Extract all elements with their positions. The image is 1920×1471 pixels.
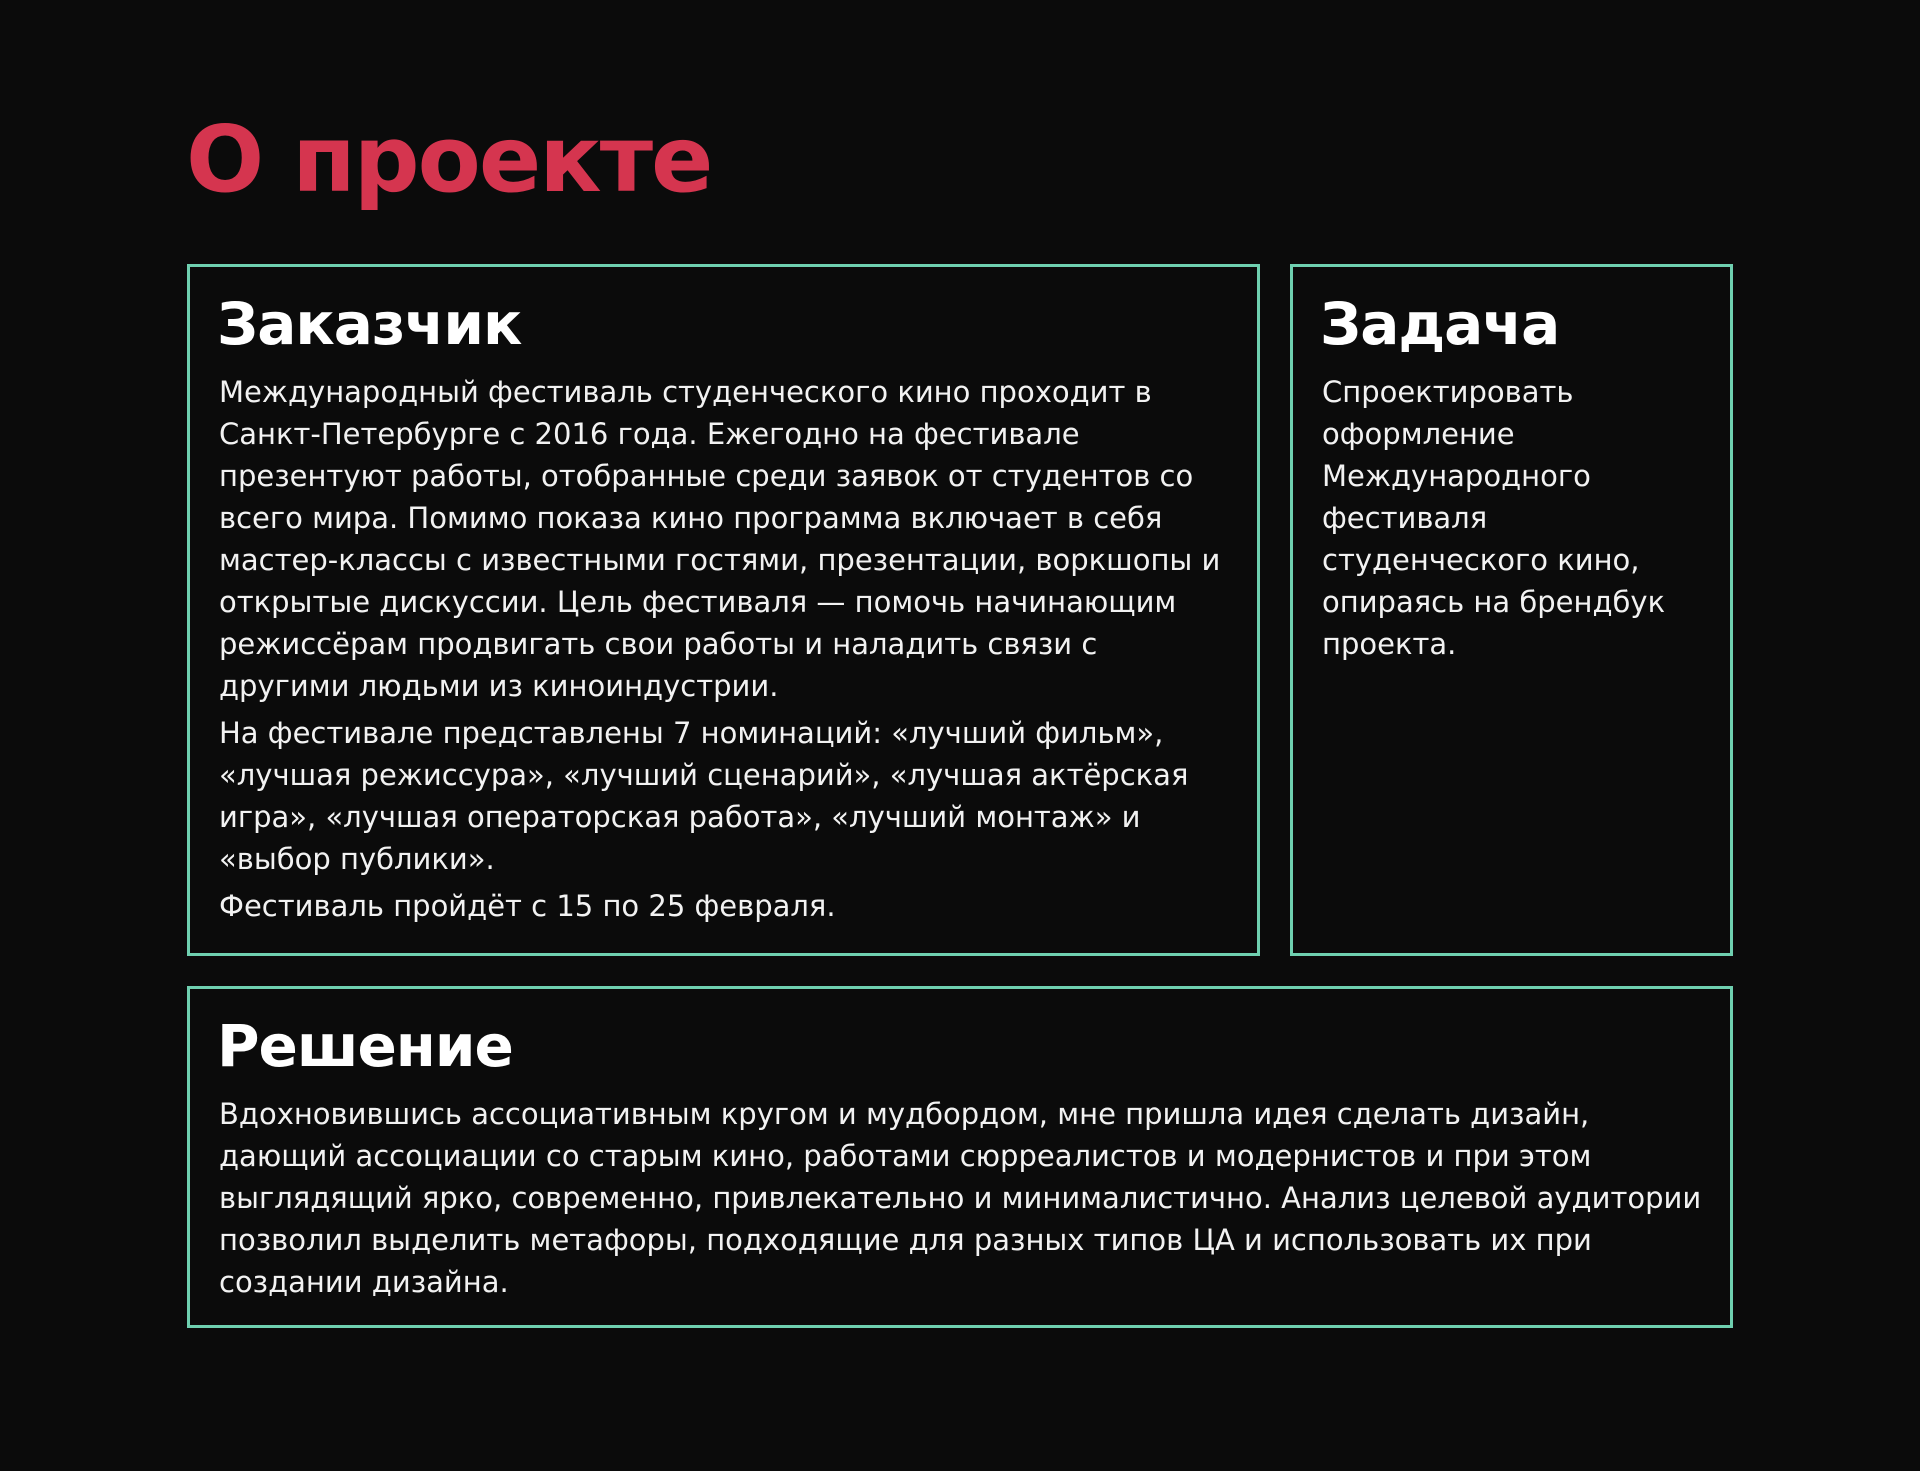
task-card bbox=[1290, 264, 1733, 956]
client-card bbox=[187, 264, 1260, 956]
solution-heading: Решение bbox=[217, 1012, 513, 1080]
client-paragraph: На фестивале представлены 7 номинаций: «лучший фильм», «лучшая режиссура», «лучший сценарий», «лучшая актёрская игра», «лучшая операторская работа», «лучший монтаж» и «выбор публики». bbox=[219, 716, 1189, 876]
client-paragraph: Международный фестиваль студенческого кино проходит в Санкт-Петербурге с 2016 года. Ежегодно на фестивале презентуют работы, отобранные среди заявок от студентов со всего мира. Помимо показа кино программа включает в себя мастер-классы с известными гостями, презентации, воркшопы и открытые дискуссии. Цель фестиваля — помочь начинающим режиссёрам продвигать свои работы и наладить связи с другими людьми из киноиндустрии. bbox=[219, 375, 1221, 703]
solution-body bbox=[219, 1093, 1709, 1303]
client-body bbox=[219, 371, 1234, 927]
task-body bbox=[1322, 371, 1712, 665]
page-title: О проекте bbox=[186, 106, 712, 213]
client-heading: Заказчик bbox=[217, 290, 522, 358]
solution-card bbox=[187, 986, 1733, 1328]
client-paragraph: Фестиваль пройдёт с 15 по 25 февраля. bbox=[219, 889, 836, 923]
task-heading: Задача bbox=[1320, 290, 1560, 358]
task-paragraph: Спроектировать оформление Международного фестиваля студенческого кино, опираясь на брендбук проекта. bbox=[1322, 375, 1666, 661]
solution-paragraph: Вдохновившись ассоциативным кругом и мудбордом, мне пришла идея сделать дизайн, дающий ассоциации со старым кино, работами сюрреалистов и модернистов и при этом выглядящий ярко, современно, привлекательно и минималистично. Анализ целевой аудитории позволил выделить метафоры, подходящие для разных типов ЦА и использовать их при создании дизайна. bbox=[219, 1097, 1702, 1299]
